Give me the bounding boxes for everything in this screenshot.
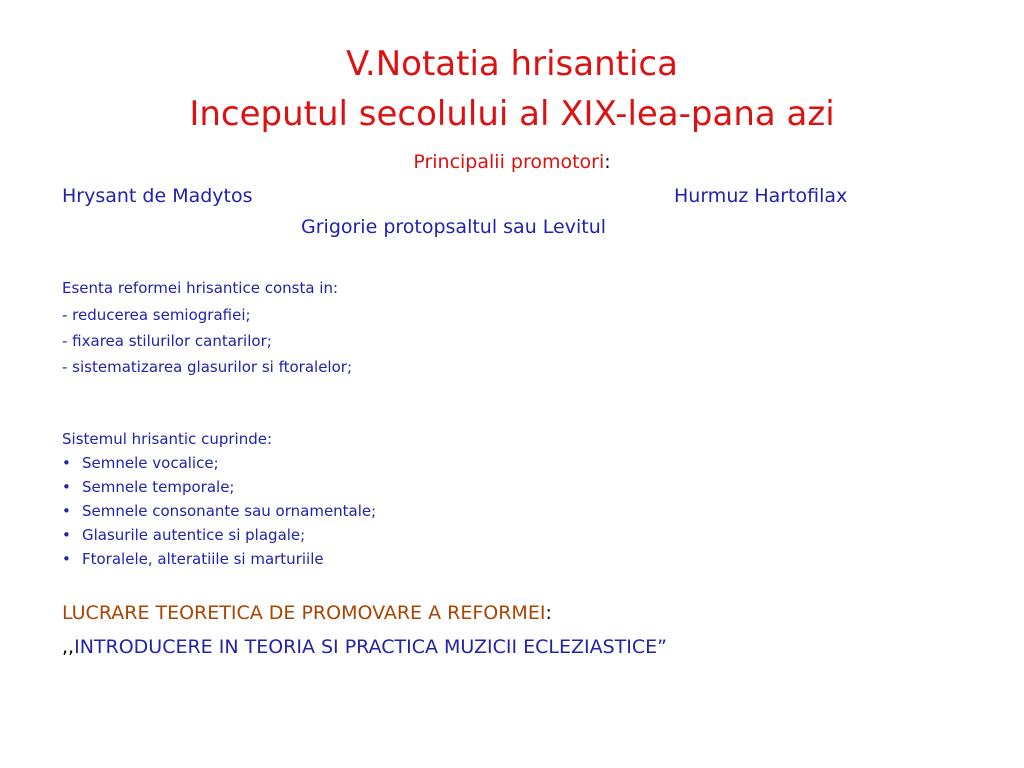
esenta-item: - reducerea semiografiei; (62, 306, 251, 324)
esenta-heading: Esenta reformei hrisantice consta in: (62, 279, 339, 297)
list-item-text: Ftoralele, alteratiile si marturiile (82, 550, 324, 568)
quote-open: ,, (62, 636, 75, 658)
book-title-text: INTRODUCERE IN TEORIA SI PRACTICA MUZICII ECLEZIASTICE” (74, 636, 667, 658)
lucrare-colon: : (545, 602, 552, 624)
list-item-text: Glasurile autentice si plagale; (82, 526, 306, 544)
promotor-name: Hurmuz Hartofilax (674, 185, 848, 207)
bullet-icon: • (62, 478, 71, 496)
sistem-heading: Sistemul hrisantic cuprinde: (62, 430, 273, 448)
bullet-icon: • (62, 550, 71, 568)
list-item (62, 475, 376, 499)
bullet-icon: • (62, 526, 71, 544)
list-item (62, 547, 376, 571)
list-item-text: Semnele vocalice; (82, 454, 219, 472)
promotori-label: Principalii promotori (413, 151, 605, 173)
book-title (62, 635, 667, 659)
esenta-item: - sistematizarea glasurilor si ftoralelor; (62, 358, 352, 376)
list-item (62, 451, 376, 475)
list-item (62, 523, 376, 547)
sistem-list (62, 451, 376, 571)
promotor-name: Hrysant de Madytos (62, 185, 253, 207)
lucrare-label: LUCRARE TEORETICA DE PROMOVARE A REFORMEI (62, 602, 546, 624)
slide-title: V.Notatia hrisantica (346, 44, 678, 84)
bullet-icon: • (62, 454, 71, 472)
list-item-text: Semnele consonante sau ornamentale; (82, 502, 377, 520)
esenta-item: - fixarea stilurilor cantarilor; (62, 332, 272, 350)
slide-subtitle: Inceputul secolului al XIX-lea-pana azi (189, 94, 835, 134)
promotor-name: Grigorie protopsaltul sau Levitul (301, 216, 607, 238)
list-item (62, 499, 376, 523)
bullet-icon: • (62, 502, 71, 520)
promotori-heading (0, 150, 1024, 174)
promotori-colon: : (604, 151, 611, 173)
list-item-text: Semnele temporale; (82, 478, 235, 496)
lucrare-heading (62, 601, 552, 625)
